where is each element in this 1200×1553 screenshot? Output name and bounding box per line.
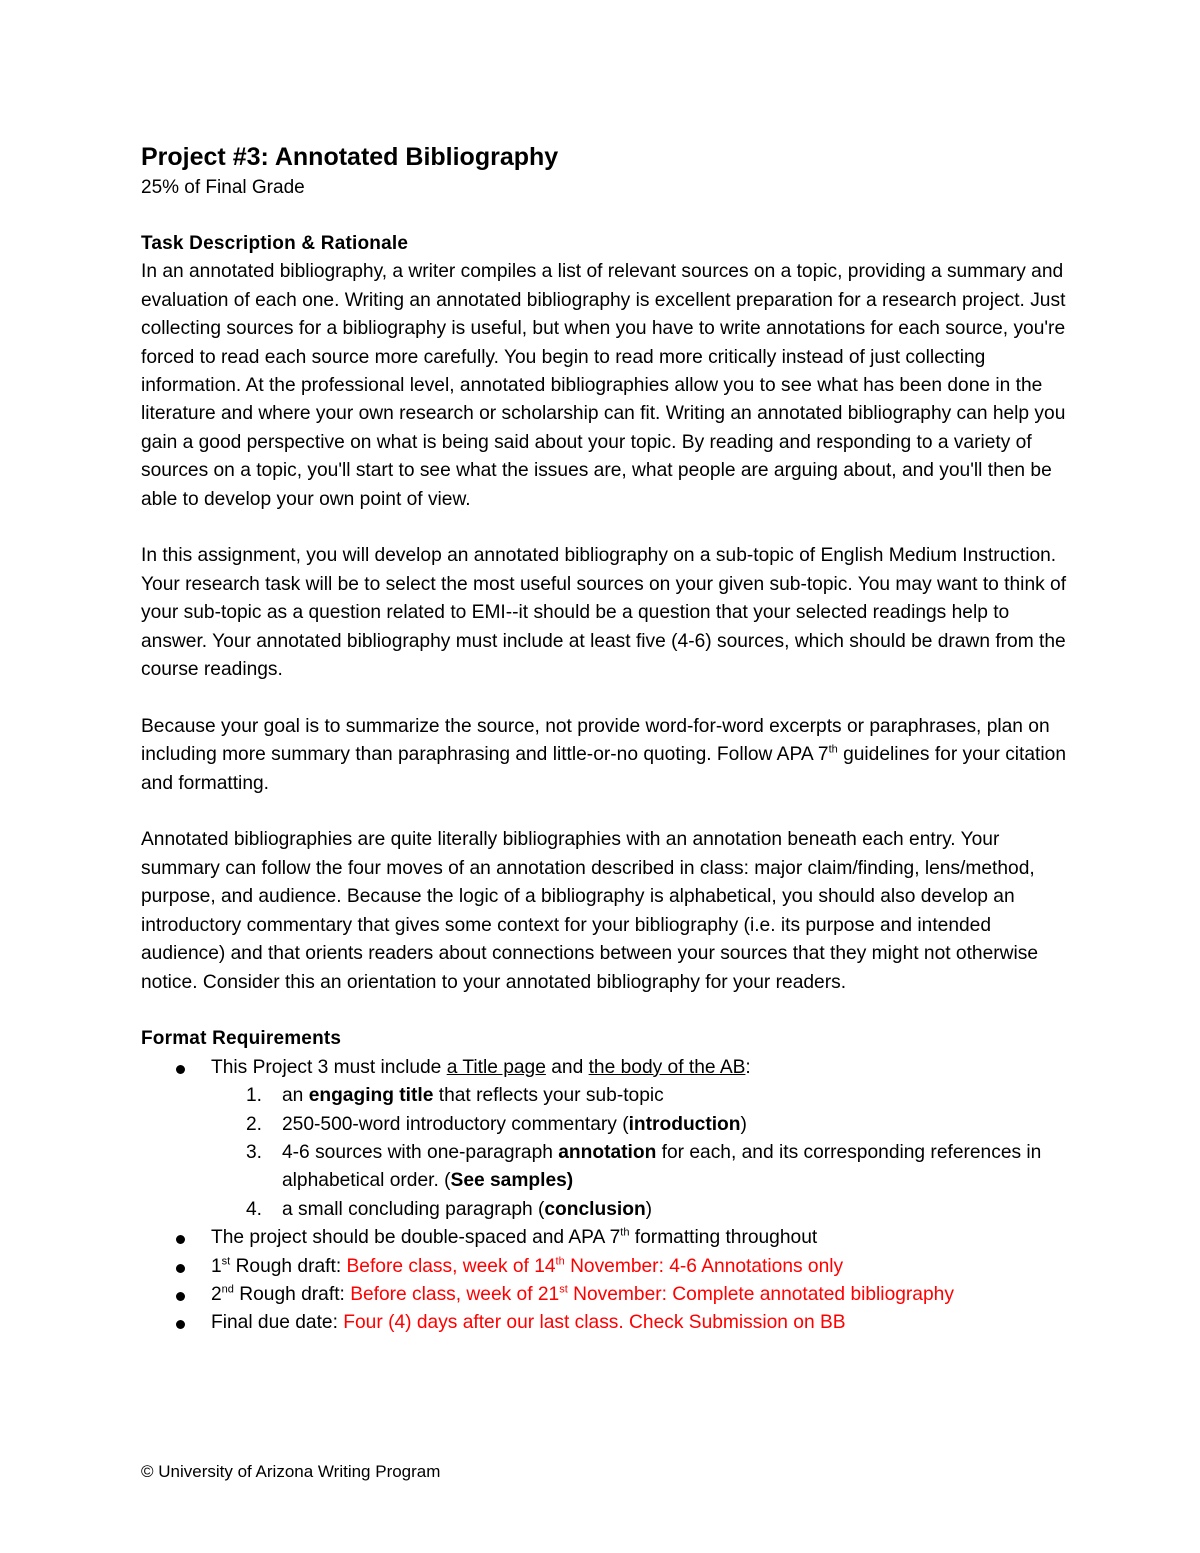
second-draft-deadline: Before class, week of 21st November: Complete annotated bibliography: [350, 1283, 954, 1305]
list-item: 2nd Rough draft: Before class, week of 21st November: Complete annotated bibliography: [141, 1281, 1071, 1309]
task-paragraph-3: Because your goal is to summarize the source, not provide word-for-word excerpts or paraphrases, plan on including more summary than paraphrasing and little-or-no quoting. Follow APA 7th guidelines for your citation and formatting.: [141, 715, 1066, 794]
grade-weight: 25% of Final Grade: [141, 177, 305, 198]
list-item: 4. a small concluding paragraph (conclusion): [246, 1198, 653, 1220]
body-of-ab-link: the body of the AB: [588, 1056, 746, 1078]
document-title: Project #3: Annotated Bibliography: [141, 143, 559, 171]
list-item: The project should be double-spaced and APA 7th formatting throughout: [141, 1224, 1071, 1252]
copyright-footer: © University of Arizona Writing Program: [141, 1462, 441, 1481]
title-page-link: a Title page: [446, 1056, 546, 1078]
list-item: 1st Rough draft: Before class, week of 14th November: 4-6 Annotations only: [141, 1253, 1071, 1281]
task-paragraph-1: In an annotated bibliography, a writer compiles a list of relevant sources on a topic, providing a summary and evaluation of each one. Writing an annotated bibliography is excellent preparation for a research project. Just collecting sources for a bibliography is useful, but when you have to write annotations for each source, you're forced to read each source more carefully. You begin to read more critically instead of just collecting information. At the professional level, annotated bibliographies allow you to see what has been done in the literature and where your own research or scholarship can fit. Writing an annotated bibliography can help you gain a good perspective on what is being said about your topic. By reading and responding to a variety of sources on a topic, you'll start to see what the issues are, what people are arguing about, and you'll then be able to develop your own point of view.: [141, 261, 1066, 510]
bullet-icon: [176, 1235, 185, 1244]
task-paragraph-2: In this assignment, you will develop an annotated bibliography on a sub-topic of English Medium Instruction. Your research task will be to select the most useful sources on your given sub-topic. You may want to think of your sub-topic as a question related to EMI--it should be a question that your selected readings help to answer. Your annotated bibliography must include at least five (4-6) sources, which should be drawn from the course readings.: [141, 545, 1067, 681]
bullet-icon: [176, 1320, 185, 1329]
task-heading: Task Description & Rationale: [141, 233, 409, 254]
bullet-icon: [176, 1065, 185, 1074]
bullet-icon: [176, 1264, 185, 1273]
task-paragraph-4: Annotated bibliographies are quite literally bibliographies with an annotation beneath each entry. Your summary can follow the four moves of an annotation described in class: major claim/finding, lens/method, purpose, and audience. Because the logic of a bibliography is alphabetical, you should also develop an introductory commentary that gives some context for your bibliography (i.e. its purpose and intended audience) and that orients readers about connections between your sources that they might not otherwise notice. Consider this an orientation to your annotated bibliography for your readers.: [141, 829, 1039, 993]
list-item: 2. 250-500-word introductory commentary (introduction): [246, 1113, 747, 1135]
first-draft-deadline: Before class, week of 14th November: 4-6 Annotations only: [346, 1255, 844, 1277]
components-list: [141, 1082, 1071, 1224]
document-page: [141, 140, 1071, 1338]
list-item: 3. 4-6 sources with one-paragraph annotation for each, and its corresponding references in alphabetical order. (See samples): [246, 1141, 1042, 1192]
format-requirements-list: [141, 1054, 1071, 1338]
final-due-date: Four (4) days after our last class. Check Submission on BB: [343, 1312, 846, 1334]
bullet-icon: [176, 1292, 185, 1301]
list-item: This Project 3 must include a Title page and the body of the AB: 1. an engaging title that reflects your sub-topic 2. 250-500-word introductory commentary (introduction) 3. 4-6 sources with one-paragraph annotation for each, and its corresponding references in alphabetical order. (See samples) 4. a small concluding paragraph (conclusion): [141, 1054, 1071, 1224]
format-heading: Format Requirements: [141, 1028, 342, 1050]
list-item: Final due date: Four (4) days after our last class. Check Submission on BB: [141, 1309, 1071, 1337]
list-item: 1. an engaging title that reflects your sub-topic: [246, 1085, 664, 1107]
